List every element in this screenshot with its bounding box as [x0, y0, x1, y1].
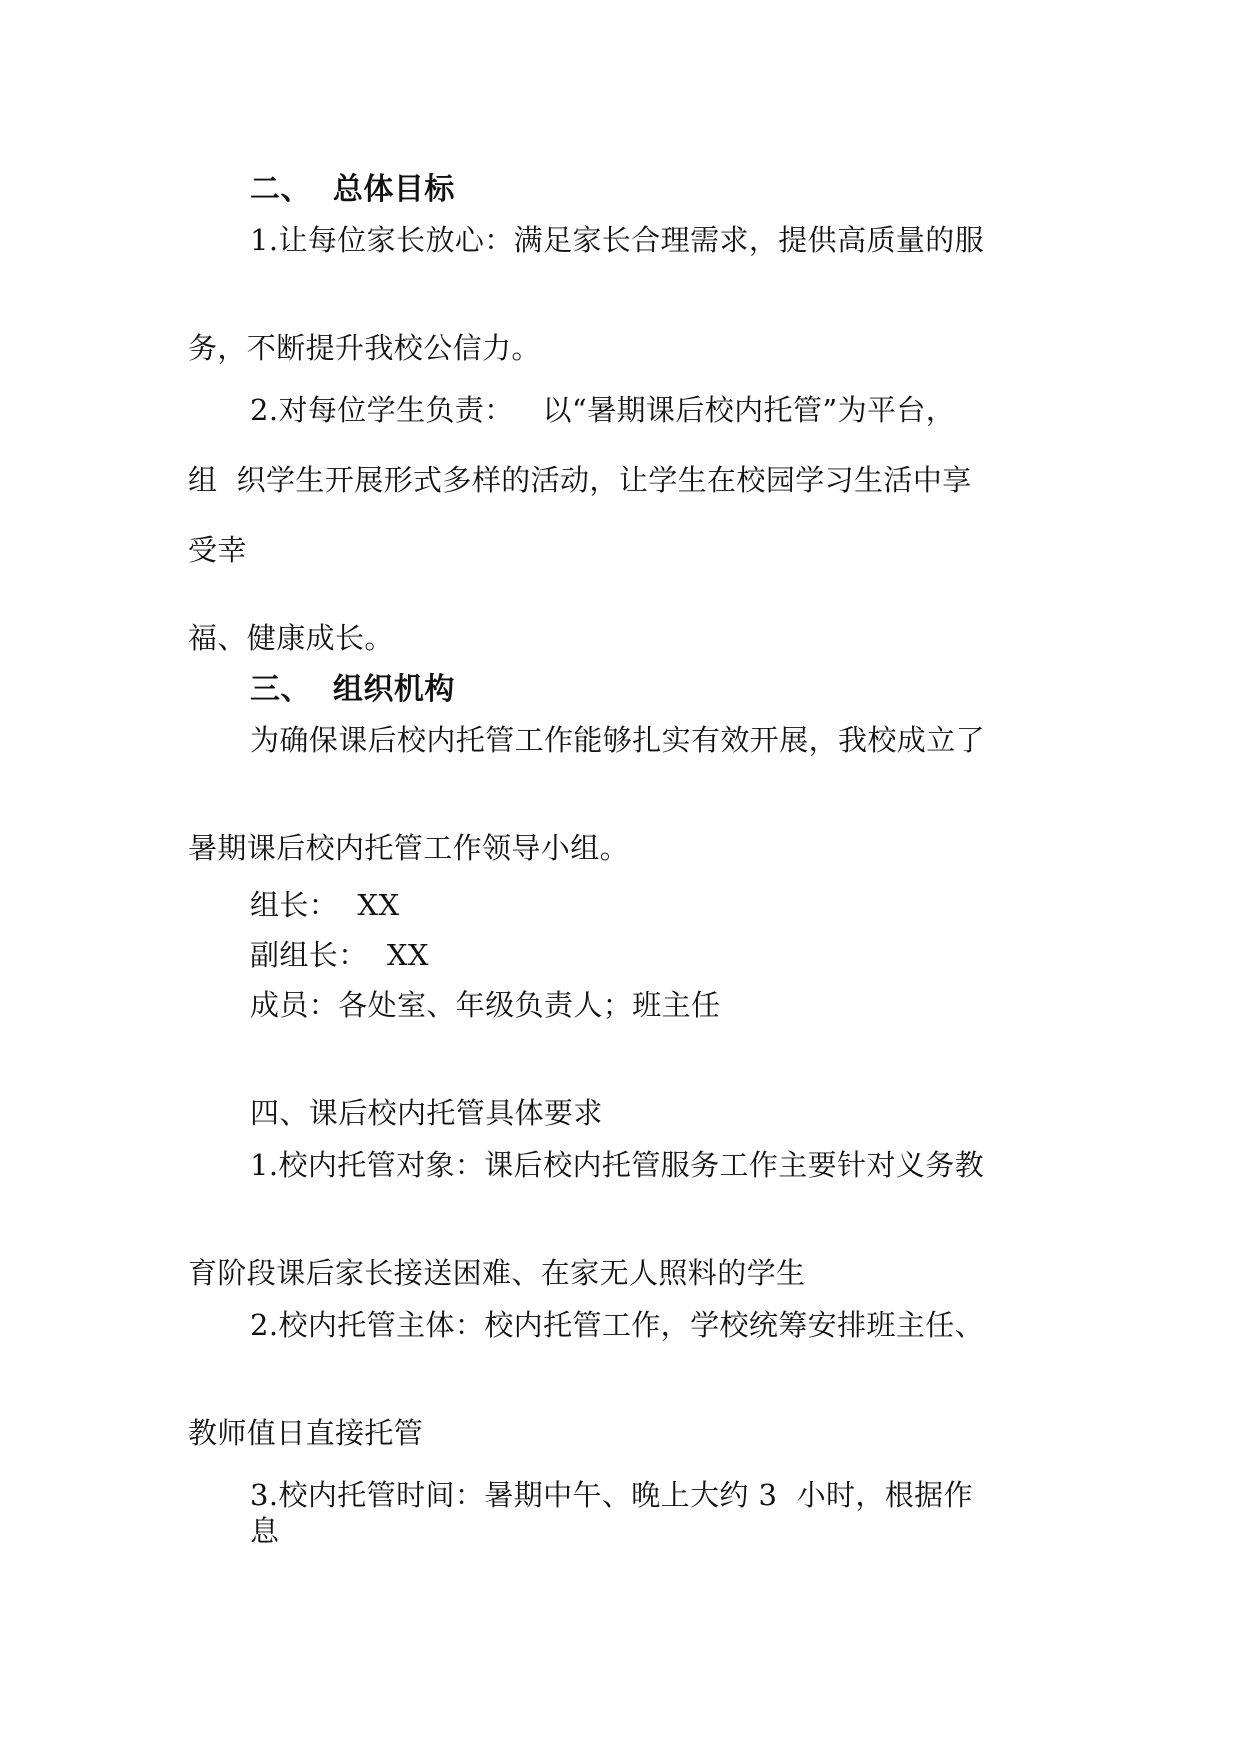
- deputy-leader-line: 副组长： XX: [250, 938, 429, 972]
- section-4-item-1-line-2: 育阶段课后家长接送困难、在家无人照料的学生: [188, 1256, 806, 1290]
- section-3-para-line-1: 为确保课后校内托管工作能够扎实有效开展，我校成立了: [250, 723, 986, 757]
- section-4-item-2-line-1: 2.校内托管主体：校内托管工作，学校统筹安排班主任、: [250, 1308, 985, 1342]
- section-2-item-1-line-1: 1.让每位家长放心：满足家长合理需求，提供高质量的服: [250, 223, 985, 257]
- section-2-item-2-line-2: 组 织学生开展形式多样的活动，让学生在校园学习生活中享: [188, 463, 972, 497]
- section-4-item-3-line-1: 3.校内托管时间：暑期中午、晚上大约 3 小时，根据作: [250, 1478, 973, 1512]
- section-4-heading: 四、课后校内托管具体要求: [250, 1096, 603, 1130]
- section-4-item-3-line-2: 息: [250, 1514, 280, 1548]
- section-2-item-2-line-1: 2.对每位学生负责： 以“暑期课后校内托管”为平台，: [250, 393, 956, 427]
- members-line: 成员：各处室、年级负责人；班主任: [250, 988, 721, 1022]
- section-2-heading: 二、 总体目标: [250, 172, 455, 207]
- section-3-para-line-2: 暑期课后校内托管工作领导小组。: [188, 831, 630, 865]
- section-2-item-1-line-2: 务，不断提升我校公信力。: [188, 331, 541, 365]
- leader-line: 组长： XX: [250, 888, 400, 922]
- section-4-item-2-line-2: 教师值日直接托管: [188, 1416, 424, 1450]
- section-2-item-2-line-3: 受幸: [188, 533, 247, 567]
- section-3-heading: 三、 组织机构: [250, 672, 455, 707]
- section-2-item-2-line-4: 福、健康成长。: [188, 621, 394, 655]
- section-4-item-1-line-1: 1.校内托管对象：课后校内托管服务工作主要针对义务教: [250, 1148, 985, 1182]
